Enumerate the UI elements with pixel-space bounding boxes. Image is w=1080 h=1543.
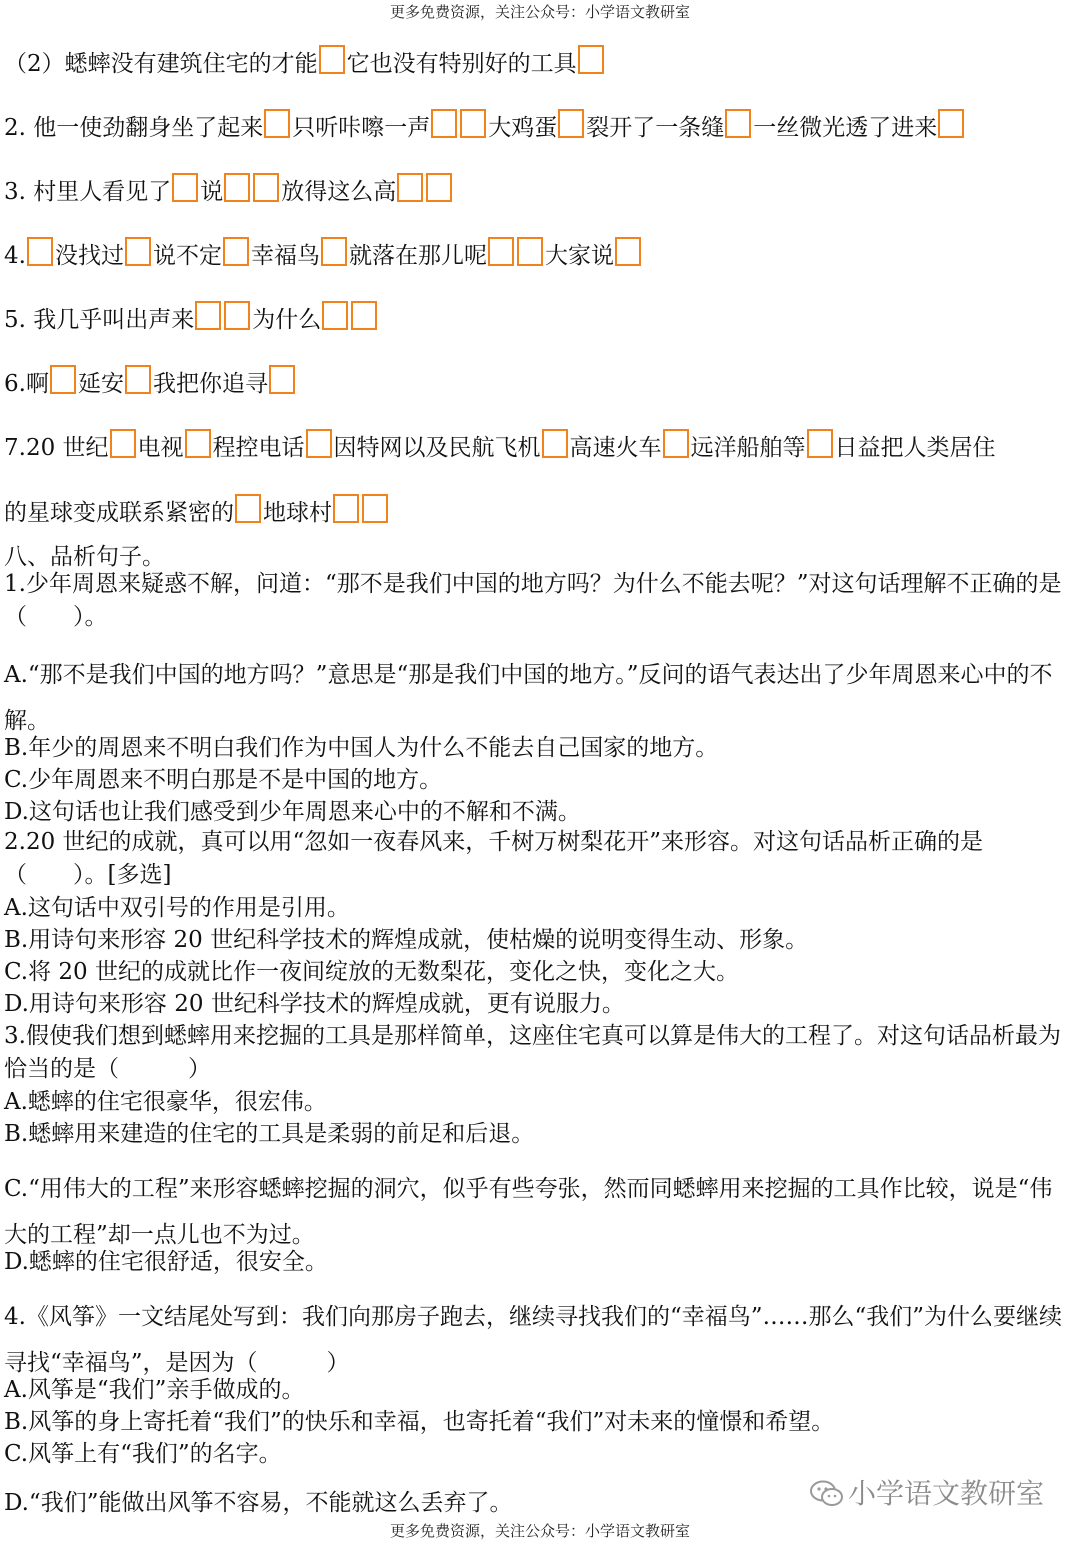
fill-line bbox=[4, 429, 1072, 462]
answer-option: C.少年周恩来不明白那是不是中国的地方。 bbox=[4, 767, 443, 793]
fill-line-text: 程控电话 bbox=[212, 435, 305, 461]
answer-box[interactable] bbox=[110, 429, 136, 458]
fill-line-text: 大家说 bbox=[544, 243, 614, 269]
answer-box[interactable] bbox=[223, 237, 249, 266]
answer-option: A.蟋蟀的住宅很豪华，很宏伟。 bbox=[4, 1089, 327, 1115]
answer-box[interactable] bbox=[488, 237, 514, 266]
fill-line-text: 延安 bbox=[77, 371, 124, 397]
wechat-icon bbox=[810, 1480, 844, 1508]
fill-line-text: 高速火车 bbox=[569, 435, 662, 461]
answer-box[interactable] bbox=[50, 365, 76, 394]
fill-line-text: 放得这么高 bbox=[281, 179, 397, 205]
fill-line-text: 没找过 bbox=[54, 243, 124, 269]
answer-box[interactable] bbox=[185, 429, 211, 458]
fill-line-text: 幸福鸟 bbox=[250, 243, 320, 269]
answer-option: A.风筝是“我们”亲手做成的。 bbox=[4, 1377, 305, 1403]
answer-box[interactable] bbox=[224, 173, 250, 202]
answer-option: B.风筝的身上寄托着“我们”的快乐和幸福，也寄托着“我们”对未来的憧憬和希望。 bbox=[4, 1409, 835, 1435]
watermark bbox=[810, 1472, 1044, 1512]
fill-line-text: 远洋船舶等 bbox=[690, 435, 806, 461]
fill-line bbox=[4, 173, 1072, 206]
fill-line bbox=[4, 301, 1072, 334]
fill-line-text: 为什么 bbox=[252, 307, 322, 333]
answer-option: D.“我们”能做出风筝不容易，不能就这么丢弃了。 bbox=[4, 1490, 513, 1516]
fill-line-text: 2. 他一使劲翻身坐了起来 bbox=[4, 115, 264, 141]
answer-box[interactable] bbox=[725, 109, 751, 138]
answer-box[interactable] bbox=[542, 429, 568, 458]
fill-line bbox=[4, 237, 1072, 270]
answer-box[interactable] bbox=[319, 45, 345, 74]
answer-box[interactable] bbox=[578, 45, 604, 74]
fill-line-text: 一丝微光透了进来 bbox=[753, 115, 938, 141]
answer-option: B.用诗句来形容 20 世纪科学技术的辉煌成就，使枯燥的说明变得生动、形象。 bbox=[4, 927, 809, 953]
fill-line-text: 裂开了一条缝 bbox=[586, 115, 725, 141]
fill-line-text: （2）蟋蟀没有建筑住宅的才能 bbox=[4, 51, 318, 77]
fill-line bbox=[4, 45, 1072, 78]
answer-box[interactable] bbox=[224, 301, 250, 330]
answer-option: D.这句话也让我们感受到少年周恩来心中的不解和不满。 bbox=[4, 799, 581, 825]
answer-option: B.年少的周恩来不明白我们作为中国人为什么不能去自己国家的地方。 bbox=[4, 735, 719, 761]
answer-box[interactable] bbox=[431, 109, 457, 138]
fill-line-text: 它也没有特别好的工具 bbox=[346, 51, 577, 77]
fill-line-text: 只听咔嚓一声 bbox=[292, 115, 431, 141]
question-stem: 4.《风筝》一文结尾处写到：我们向那房子跑去，继续寻找我们的“幸福鸟”……那么“我们”为什么要继续寻找“幸福鸟”，是因为（ ） bbox=[4, 1304, 1062, 1376]
answer-option: D.用诗句来形容 20 世纪科学技术的辉煌成就，更有说服力。 bbox=[4, 991, 625, 1017]
fill-line-text: 就落在那儿呢 bbox=[348, 243, 487, 269]
section-title: 八、品析句子。 bbox=[4, 544, 165, 570]
answer-box[interactable] bbox=[351, 301, 377, 330]
question-stem: 1.少年周恩来疑惑不解，问道：“那不是我们中国的地方吗？为什么不能去呢？”对这句话理解不正确的是（ ）。 bbox=[4, 571, 1062, 630]
fill-line-text: 7.20 世纪 bbox=[4, 435, 109, 461]
answer-box[interactable] bbox=[195, 301, 221, 330]
answer-box[interactable] bbox=[558, 109, 584, 138]
answer-box[interactable] bbox=[397, 173, 423, 202]
page-footer: 更多免费资源，关注公众号：小学语文教研室 bbox=[389, 1522, 690, 1540]
fill-line-text: 说 bbox=[200, 179, 224, 205]
answer-box[interactable] bbox=[172, 173, 198, 202]
answer-box[interactable] bbox=[460, 109, 486, 138]
fill-line-text: 日益把人类居住 bbox=[834, 435, 996, 461]
question-stem: 3.假使我们想到蟋蟀用来挖掘的工具是那样简单，这座住宅真可以算是伟大的工程了。对这句话品析最为恰当的是（ ） bbox=[4, 1023, 1061, 1082]
fill-line-text: 我把你追寻 bbox=[152, 371, 268, 397]
fill-line bbox=[4, 494, 1072, 527]
watermark-text: 小学语文教研室 bbox=[848, 1477, 1045, 1510]
answer-box[interactable] bbox=[27, 237, 53, 266]
fill-line-text: 5. 我几乎叫出声来 bbox=[4, 307, 195, 333]
answer-box[interactable] bbox=[253, 173, 279, 202]
fill-line-text: 说不定 bbox=[152, 243, 222, 269]
answer-box[interactable] bbox=[306, 429, 332, 458]
answer-option: A.“那不是我们中国的地方吗？”意思是“那是我们中国的地方。”反问的语气表达出了少年周恩来心中的不解。 bbox=[4, 662, 1053, 734]
answer-box[interactable] bbox=[426, 173, 452, 202]
fill-line-text: 6.啊 bbox=[4, 371, 49, 397]
question-stem: 2.20 世纪的成就，真可以用“忽如一夜春风来，千树万树梨花开”来形容。对这句话品析正确的是（ ）。[多选] bbox=[4, 829, 984, 888]
answer-box[interactable] bbox=[269, 365, 295, 394]
fill-line-text: 4. bbox=[4, 243, 26, 269]
fill-line-text: 的星球变成联系紧密的 bbox=[4, 500, 234, 526]
answer-option: D.蟋蟀的住宅很舒适，很安全。 bbox=[4, 1249, 328, 1275]
answer-option: C.风筝上有“我们”的名字。 bbox=[4, 1441, 282, 1467]
answer-option: C.“用伟大的工程”来形容蟋蟀挖掘的洞穴，似乎有些夸张，然而同蟋蟀用来挖掘的工具作比较，说是“伟大的工程”却一点儿也不为过。 bbox=[4, 1176, 1053, 1248]
answer-box[interactable] bbox=[333, 494, 359, 523]
fill-line-text: 大鸡蛋 bbox=[488, 115, 558, 141]
answer-option: A.这句话中双引号的作用是引用。 bbox=[4, 895, 350, 921]
fill-line-text: 3. 村里人看见了 bbox=[4, 179, 172, 205]
answer-box[interactable] bbox=[362, 494, 388, 523]
page-header: 更多免费资源，关注公众号：小学语文教研室 bbox=[389, 3, 690, 21]
fill-line bbox=[4, 109, 1072, 142]
answer-box[interactable] bbox=[807, 429, 833, 458]
answer-box[interactable] bbox=[125, 237, 151, 266]
answer-box[interactable] bbox=[321, 237, 347, 266]
fill-line-text: 电视 bbox=[137, 435, 184, 461]
answer-box[interactable] bbox=[517, 237, 543, 266]
fill-line-text: 因特网以及民航飞机 bbox=[333, 435, 541, 461]
fill-line-text: 地球村 bbox=[263, 500, 332, 526]
answer-box[interactable] bbox=[235, 494, 261, 523]
answer-option: B.蟋蟀用来建造的住宅的工具是柔弱的前足和后退。 bbox=[4, 1121, 535, 1147]
answer-option: C.将 20 世纪的成就比作一夜间绽放的无数梨花，变化之快，变化之大。 bbox=[4, 959, 739, 985]
answer-box[interactable] bbox=[264, 109, 290, 138]
answer-box[interactable] bbox=[938, 109, 964, 138]
answer-box[interactable] bbox=[615, 237, 641, 266]
answer-box[interactable] bbox=[663, 429, 689, 458]
answer-box[interactable] bbox=[125, 365, 151, 394]
fill-line bbox=[4, 365, 1072, 398]
answer-box[interactable] bbox=[322, 301, 348, 330]
